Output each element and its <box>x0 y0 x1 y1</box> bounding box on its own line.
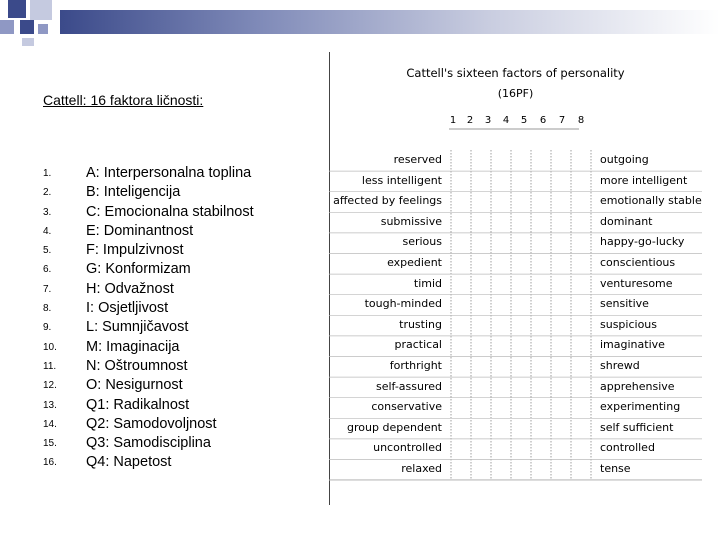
decor-square <box>8 0 26 18</box>
decor-square <box>0 20 14 34</box>
trait-row <box>329 254 702 275</box>
decor-square <box>20 20 34 34</box>
trait-row <box>329 295 702 316</box>
trait-high-label: sensitive <box>600 297 649 311</box>
trait-high-label: conscientious <box>600 256 676 269</box>
list-number: 4. <box>43 225 52 237</box>
list-number: 7. <box>43 283 52 295</box>
scale-number: 1 <box>449 115 457 126</box>
factor-label: A: Interpersonalna toplina <box>86 165 252 181</box>
trait-row <box>329 151 702 172</box>
trait-low-label: timid <box>413 276 442 290</box>
trait-low-label: relaxed <box>401 462 442 475</box>
decor-square <box>30 0 52 20</box>
figure-subtitle: (16PF) <box>497 87 534 100</box>
factor-label: Q4: Napetost <box>86 454 172 471</box>
trait-high-label: imaginative <box>600 338 665 352</box>
trait-row <box>329 439 702 460</box>
title-bar-gradient <box>60 10 720 34</box>
factor-label: B: Inteligencija <box>86 184 181 201</box>
scale-number: 8 <box>577 115 585 126</box>
factor-label: M: Imaginacija <box>86 338 180 355</box>
trait-row <box>329 460 702 481</box>
trait-low-label: self-assured <box>376 379 442 393</box>
trait-low-label: tough-minded <box>364 297 442 311</box>
trait-row <box>329 172 702 193</box>
trait-low-label: serious <box>402 235 442 249</box>
trait-high-label: happy-go-lucky <box>600 235 685 249</box>
trait-high-label: tense <box>600 462 631 475</box>
list-number: 12. <box>43 380 57 392</box>
list-number: 16. <box>43 457 57 469</box>
trait-high-label: suspicious <box>600 317 658 331</box>
decor-square <box>38 24 48 34</box>
factor-label: E: Dominantnost <box>86 222 194 239</box>
factor-label: L: Sumnjičavost <box>86 319 189 336</box>
trait-low-label: trusting <box>399 317 442 331</box>
factor-label: Q3: Samodisciplina <box>86 435 211 452</box>
scale-number: 3 <box>484 115 492 126</box>
scale-number: 4 <box>502 115 510 126</box>
trait-low-label: conservative <box>371 400 442 414</box>
decor-square <box>22 38 34 46</box>
trait-row <box>329 275 702 296</box>
list-number: 8. <box>43 303 52 315</box>
list-number: 14. <box>43 418 57 430</box>
trait-low-label: practical <box>394 338 442 352</box>
trait-high-label: emotionally stable <box>600 194 702 208</box>
slide-title: Cattell: 16 faktora ličnosti: <box>43 92 204 108</box>
trait-low-label: less intelligent <box>361 173 442 187</box>
list-number: 1. <box>43 168 52 179</box>
trait-high-label: apprehensive <box>600 379 675 393</box>
trait-low-label: submissive <box>380 214 442 228</box>
trait-high-label: controlled <box>600 441 655 455</box>
trait-row <box>329 398 702 419</box>
factor-label: F: Impulzivnost <box>86 242 184 259</box>
factor-label: H: Odvažnost <box>86 280 174 297</box>
factor-label: O: Nesigurnost <box>86 377 183 394</box>
scale-number: 6 <box>539 115 547 126</box>
trait-low-label: reserved <box>393 153 442 166</box>
list-number: 13. <box>43 399 57 411</box>
trait-row <box>329 378 702 399</box>
trait-low-label: expedient <box>387 256 442 269</box>
trait-high-label: experimenting <box>600 400 681 414</box>
trait-low-label: forthright <box>389 359 442 372</box>
list-number: 10. <box>43 341 57 353</box>
factor-label: N: Oštroumnost <box>86 357 188 374</box>
trait-high-label: dominant <box>600 214 653 228</box>
factor-label: G: Konformizam <box>86 261 191 278</box>
list-number: 5. <box>43 245 52 257</box>
trait-row <box>329 419 702 440</box>
figure-title: Cattell's sixteen factors of personality <box>406 66 625 80</box>
trait-high-label: outgoing <box>600 153 649 166</box>
list-number: 6. <box>43 264 52 276</box>
trait-high-label: venturesome <box>600 276 673 290</box>
list-number: 15. <box>43 438 57 450</box>
trait-row <box>329 336 702 357</box>
trait-row <box>329 316 702 337</box>
list-number: 2. <box>43 187 52 199</box>
factor-label: Q1: Radikalnost <box>86 396 190 413</box>
scale-number: 5 <box>520 115 528 126</box>
trait-row <box>329 233 702 254</box>
list-number: 11. <box>43 360 57 372</box>
list-number: 3. <box>43 206 52 218</box>
scale-number: 2 <box>466 115 474 126</box>
trait-high-label: more intelligent <box>600 173 688 187</box>
trait-low-label: uncontrolled <box>373 441 442 455</box>
scale-number: 7 <box>558 115 566 126</box>
trait-low-label: group dependent <box>347 420 442 434</box>
factor-label: C: Emocionalna stabilnost <box>86 203 254 220</box>
factor-label: Q2: Samodovoljnost <box>86 415 217 432</box>
trait-row <box>329 213 702 234</box>
trait-row <box>329 192 702 213</box>
trait-high-label: self sufficient <box>600 420 674 434</box>
personality-figure <box>329 52 702 505</box>
list-number: 9. <box>43 322 52 334</box>
trait-low-label: affected by feelings <box>333 194 442 208</box>
trait-row <box>329 357 702 378</box>
factor-label: I: Osjetljivost <box>86 300 169 317</box>
trait-high-label: shrewd <box>600 359 640 372</box>
